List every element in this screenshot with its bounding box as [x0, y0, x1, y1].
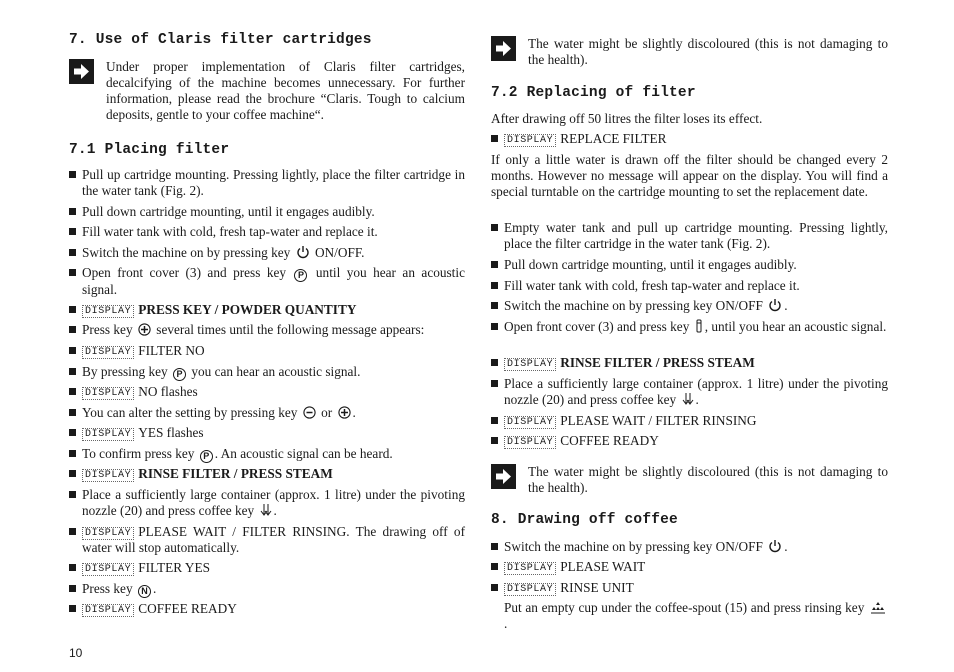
display-icon: DISPLAY [82, 387, 134, 400]
steam-key-icon [695, 319, 703, 333]
power-icon [768, 298, 782, 312]
display-icon: DISPLAY [504, 358, 556, 371]
display-icon: DISPLAY [82, 527, 134, 540]
bullet-square [491, 584, 498, 591]
display-icon: DISPLAY [82, 305, 134, 318]
display-icon: DISPLAY [82, 604, 134, 617]
section-7-heading: 7. Use of Claris filter cartridges [69, 32, 372, 48]
bullet-square [491, 437, 498, 444]
bullet-square [69, 585, 76, 592]
note-discoloured [491, 464, 888, 498]
note-claris [69, 59, 465, 125]
bullet-square [69, 228, 76, 235]
right-arrow-icon [491, 36, 516, 61]
display-icon: DISPLAY [82, 346, 134, 359]
bullet-square [491, 323, 498, 330]
bullet-square [69, 249, 76, 256]
bullet-square [491, 302, 498, 309]
bullet-square [69, 564, 76, 571]
rinse-instruction: Put an empty cup under the coffee-spout (15) and press rinsing key . [504, 600, 888, 632]
p-key-icon: P [173, 368, 186, 381]
section-8-heading: 8. Drawing off coffee [491, 512, 678, 528]
p-key-icon: P [200, 450, 213, 463]
display-icon: DISPLAY [504, 583, 556, 596]
section-7-1-heading: 7.1 Placing filter [69, 142, 230, 158]
bullet-square [491, 543, 498, 550]
display-icon: DISPLAY [504, 562, 556, 575]
bullet-square [69, 269, 76, 276]
bullet-square [69, 429, 76, 436]
bullet-square [69, 450, 76, 457]
bullet-square [491, 224, 498, 231]
display-icon: DISPLAY [82, 563, 134, 576]
bullet-square [69, 470, 76, 477]
display-icon: DISPLAY [504, 436, 556, 449]
display-icon: DISPLAY [504, 416, 556, 429]
plus-key-icon [338, 406, 351, 419]
power-icon [296, 245, 310, 259]
rinse-key-icon [870, 601, 886, 614]
filter-effect-text: After drawing off 50 litres the filter loses its effect. [491, 111, 763, 126]
bullet-square [69, 528, 76, 535]
section-7-2-heading: 7.2 Replacing of filter [491, 85, 696, 101]
bullet-square [69, 326, 76, 333]
plus-key-icon [138, 323, 151, 336]
bullet-square [69, 171, 76, 178]
minus-key-icon [303, 406, 316, 419]
bullet-square [69, 409, 76, 416]
bullet-square [491, 261, 498, 268]
power-icon [768, 539, 782, 553]
display-icon: DISPLAY [504, 134, 556, 147]
display-icon: DISPLAY [82, 428, 134, 441]
bullet-square [69, 368, 76, 375]
p-key-icon: P [294, 269, 307, 282]
note-claris-text: Under proper implementation of Claris filter cartridges, decalcifying of the machine becomes unnecessary. For further information, please read the brochure “Claris. Tough to calcium deposits, gentle to your coffee machine“. [106, 59, 465, 122]
bullet-square [69, 388, 76, 395]
bullet-square [491, 359, 498, 366]
coffee-key-icon [682, 392, 694, 406]
page-number: 10 [69, 646, 83, 660]
bullet-square [69, 208, 76, 215]
coffee-key-icon [260, 503, 272, 517]
bullet-square [491, 380, 498, 387]
bullet-square [491, 135, 498, 142]
right-arrow-icon [69, 59, 94, 84]
bullet-square [69, 491, 76, 498]
bullet-square [69, 605, 76, 612]
bullet-square [491, 563, 498, 570]
replacement-paragraph: If only a little water is drawn off the filter should be changed every 2 months. However no message will appear on the display. You will find a special turntable on the cartridge mounting to set the replacement date. [491, 152, 888, 199]
right-arrow-icon [491, 464, 516, 489]
bullet-square [69, 306, 76, 313]
n-key-icon: N [138, 585, 151, 598]
bullet-square [491, 282, 498, 289]
bullet-square [491, 417, 498, 424]
display-icon: DISPLAY [82, 469, 134, 482]
note-discoloured-text: The water might be slightly discoloured (this is not damaging to the health). [528, 464, 888, 495]
note-discoloured-text: The water might be slightly discoloured (this is not damaging to the health). [528, 36, 888, 67]
note-discoloured [491, 36, 888, 70]
bullet-square [69, 347, 76, 354]
